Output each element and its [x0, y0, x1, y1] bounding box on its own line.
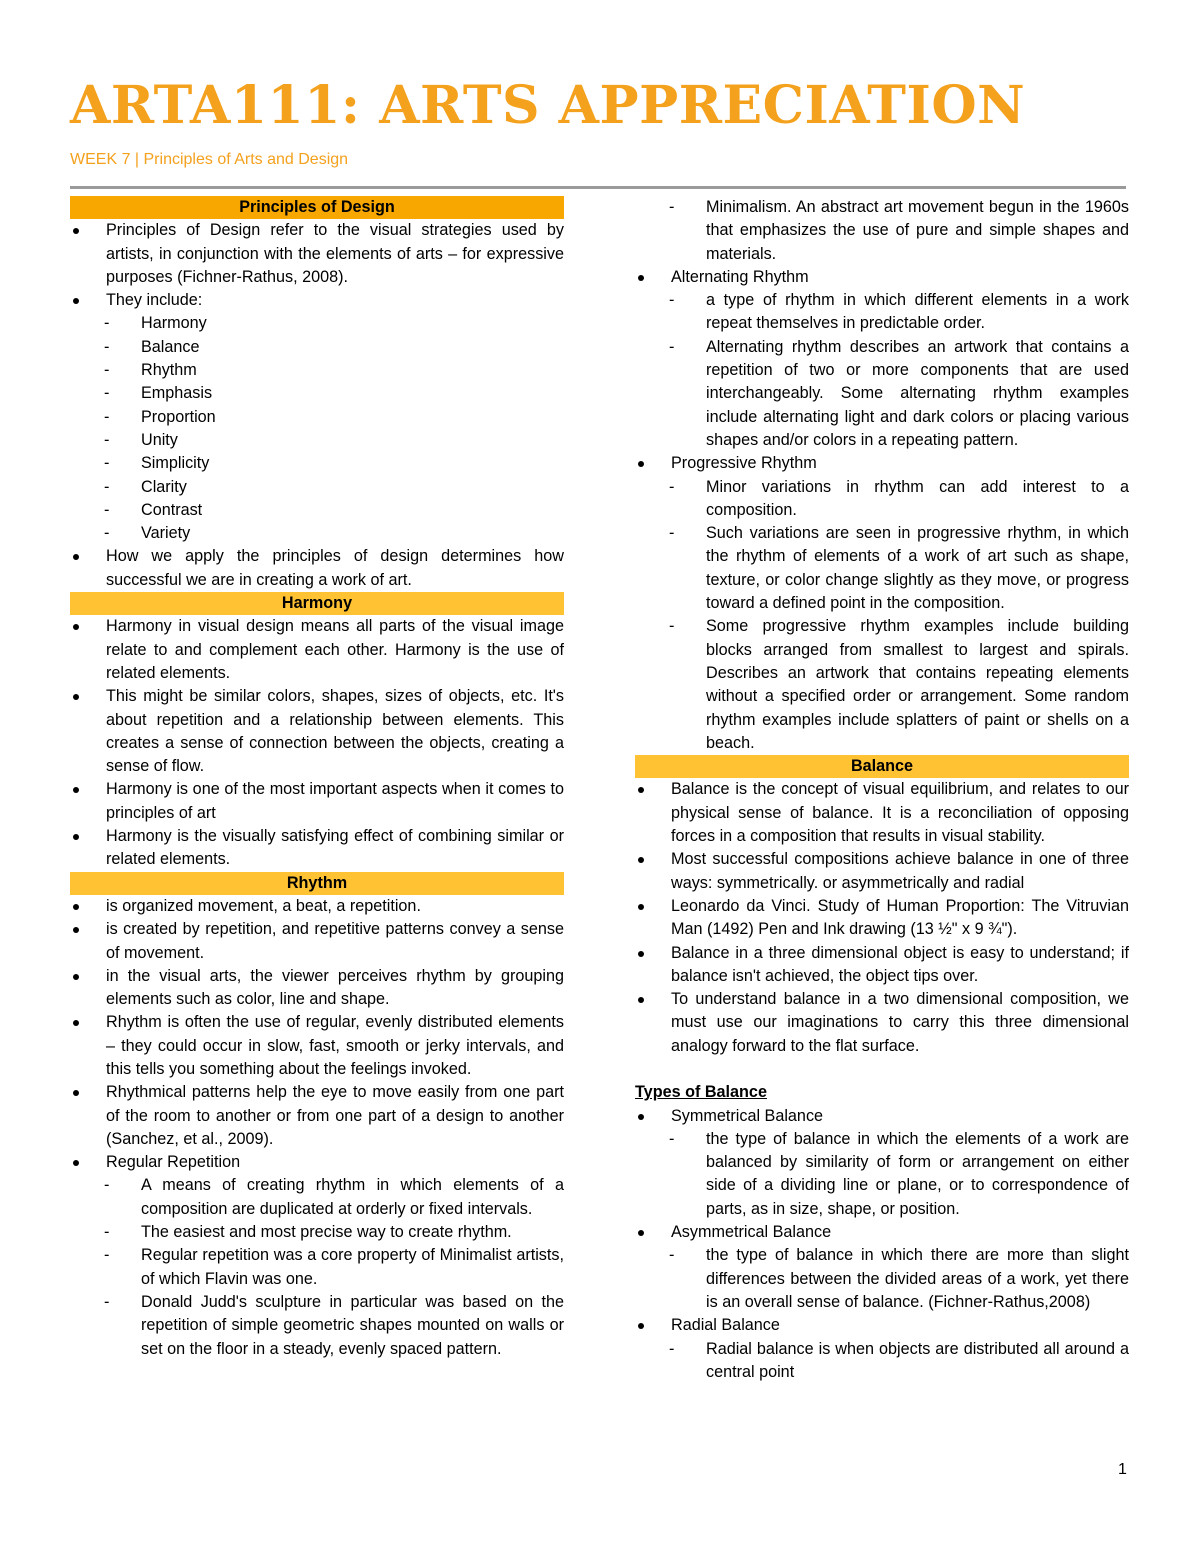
sub-list-item: - The easiest and most precise way to create rhythm. — [70, 1221, 564, 1244]
sub-list-item: - Such variations are seen in progressive rhythm, in which the rhythm of elements of a work of art such as shape, texture, or color change slightly as they move, or progress toward a defined point in the composition. — [635, 522, 1129, 615]
sub-list-item: - Regular repetition was a core property of Minimalist artists, of which Flavin was one. — [70, 1244, 564, 1291]
list-item: is created by repetition, and repetitive patterns convey a sense of movement. — [70, 918, 564, 965]
list-item: Progressive Rhythm — [635, 452, 1129, 475]
sub-list-item: - a type of rhythm in which different elements in a work repeat themselves in predictable order. — [635, 289, 1129, 336]
sub-list-item: - Radial balance is when objects are distributed all around a central point — [635, 1338, 1129, 1385]
document-title: ARTA111: ARTS APPRECIATION — [70, 75, 1026, 136]
list-item: To understand balance in a two dimensional composition, we must use our imaginations to carry this three dimensional analogy forward to the flat surface. — [635, 988, 1129, 1058]
principle-item: - Clarity — [70, 476, 564, 499]
list-item: in the visual arts, the viewer perceives rhythm by grouping elements such as color, line and shape. — [70, 965, 564, 1012]
sub-list-item: - Minimalism. An abstract art movement begun in the 1960s that emphasizes the use of pure and simple shapes and materials. — [635, 196, 1129, 266]
list-item: is organized movement, a beat, a repetition. — [70, 895, 564, 918]
section-heading-rhythm: Rhythm — [70, 872, 564, 895]
list-item: Principles of Design refer to the visual strategies used by artists, in conjunction with the elements of arts – for expressive purposes (Fichner-Rathus, 2008). — [70, 219, 564, 289]
sub-list-item: - Some progressive rhythm examples include building blocks arranged from smallest to largest and spirals. Describes an artwork that contains repeating elements without a specified order or arrangement. Some random rhythm examples include splatters of paint or shells on a beach. — [635, 615, 1129, 755]
principle-item: - Unity — [70, 429, 564, 452]
principle-item: - Variety — [70, 522, 564, 545]
list-item: Harmony in visual design means all parts of the visual image relate to and complement each other. Harmony is the use of related elements. — [70, 615, 564, 685]
list-item: Leonardo da Vinci. Study of Human Proportion: The Vitruvian Man (1492) Pen and Ink drawing (13 ½" x 9 ¾"). — [635, 895, 1129, 942]
rhythm-continued-list — [635, 196, 1129, 755]
list-item: Symmetrical Balance — [635, 1105, 1129, 1128]
sub-list-item: - the type of balance in which there are more than slight differences between the divided areas of a work, yet there is an overall sense of balance. (Fichner-Rathus,2008) — [635, 1244, 1129, 1314]
rhythm-list — [70, 895, 564, 1361]
principle-item: - Emphasis — [70, 382, 564, 405]
principle-item: - Balance — [70, 336, 564, 359]
list-item: They include: — [70, 289, 564, 312]
principle-item: - Harmony — [70, 312, 564, 335]
page-number: 1 — [1118, 1461, 1127, 1478]
types-of-balance-list — [635, 1105, 1129, 1385]
list-item: Rhythmical patterns help the eye to move easily from one part of the room to another or from one part of a design to another (Sanchez, et al., 2009). — [70, 1081, 564, 1151]
section-heading-harmony: Harmony — [70, 592, 564, 615]
list-item: Regular Repetition — [70, 1151, 564, 1174]
right-column — [635, 196, 1129, 1384]
principle-item: - Rhythm — [70, 359, 564, 382]
spacer — [635, 1058, 1129, 1081]
harmony-list — [70, 615, 564, 871]
document-subtitle: WEEK 7 | Principles of Arts and Design — [70, 151, 349, 168]
section-heading-balance: Balance — [635, 755, 1129, 778]
list-item: Radial Balance — [635, 1314, 1129, 1337]
sub-list-item: - the type of balance in which the elements of a work are balanced by similarity of form or arrangement on either side of a dividing line or plane, or to correspondence of parts, as in size, shape, or position. — [635, 1128, 1129, 1221]
list-item: Rhythm is often the use of regular, evenly distributed elements – they could occur in slow, fast, smooth or jerky intervals, and this tells you something about the feelings invoked. — [70, 1011, 564, 1081]
sub-list-item: - Donald Judd's sculpture in particular was based on the repetition of simple geometric shapes mounted on walls or set on the floor in a steady, evenly spaced pattern. — [70, 1291, 564, 1361]
list-item: Asymmetrical Balance — [635, 1221, 1129, 1244]
list-item: Alternating Rhythm — [635, 266, 1129, 289]
list-item: Harmony is one of the most important aspects when it comes to principles of art — [70, 778, 564, 825]
principle-item: - Simplicity — [70, 452, 564, 475]
section-heading-principles: Principles of Design — [70, 196, 564, 219]
sub-list-item: - Minor variations in rhythm can add interest to a composition. — [635, 476, 1129, 523]
section-heading-types-of-balance: Types of Balance — [635, 1083, 767, 1102]
list-item: This might be similar colors, shapes, sizes of objects, etc. It's about repetition and a relationship between elements. This creates a sense of connection between the objects, creating a sense of flow. — [70, 685, 564, 778]
list-item: Harmony is the visually satisfying effect of combining similar or related elements. — [70, 825, 564, 872]
sub-list-item: - A means of creating rhythm in which elements of a composition are duplicated at orderly or fixed intervals. — [70, 1174, 564, 1221]
principles-list — [70, 219, 564, 592]
principle-item: - Proportion — [70, 406, 564, 429]
principle-item: - Contrast — [70, 499, 564, 522]
balance-list — [635, 778, 1129, 1058]
left-column — [70, 196, 564, 1361]
list-item: How we apply the principles of design determines how successful we are in creating a work of art. — [70, 545, 564, 592]
list-item: Balance is the concept of visual equilibrium, and relates to our physical sense of balance. It is a reconciliation of opposing forces in a composition that results in visual stability. — [635, 778, 1129, 848]
list-item: Most successful compositions achieve balance in one of three ways: symmetrically. or asymmetrically and radial — [635, 848, 1129, 895]
sub-list-item: - Alternating rhythm describes an artwork that contains a repetition of two or more components that are used interchangeably. Some alternating rhythm examples include alternating light and dark colors or placing various shapes and/or colors in a repeating pattern. — [635, 336, 1129, 452]
header-divider — [70, 186, 1126, 189]
list-item: Balance in a three dimensional object is easy to understand; if balance isn't achieved, the object tips over. — [635, 942, 1129, 989]
